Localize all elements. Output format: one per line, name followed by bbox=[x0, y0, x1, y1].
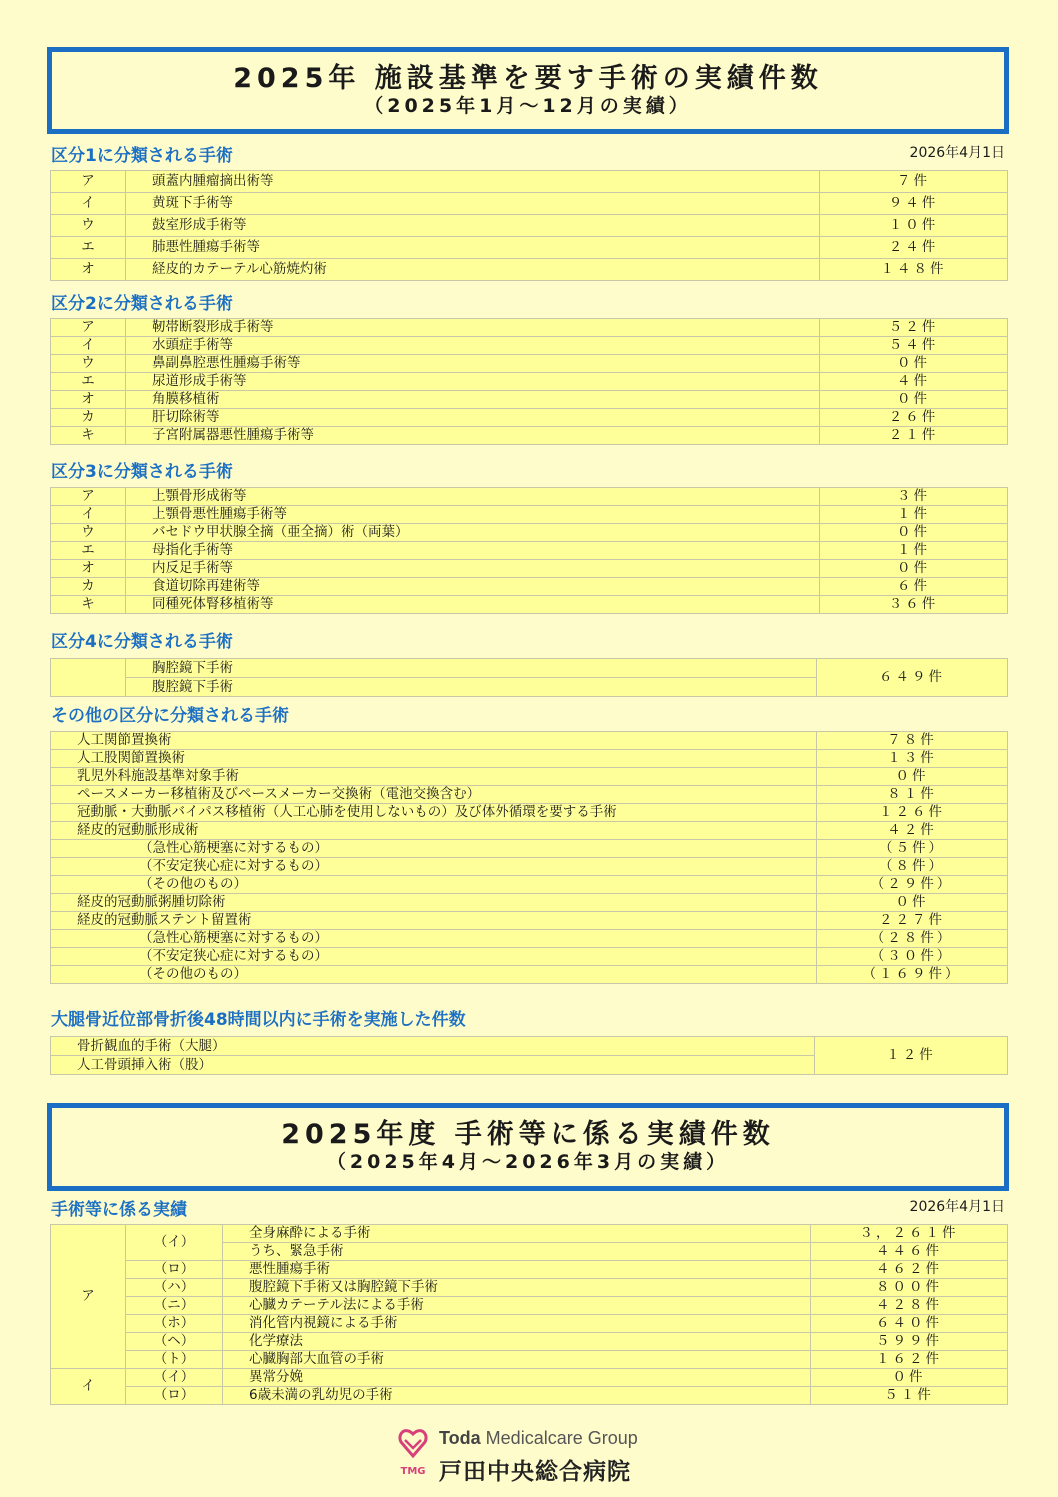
row-name: 上顎骨形成術等 bbox=[126, 488, 820, 506]
row-name: 頭蓋内腫瘤摘出術等 bbox=[126, 171, 820, 193]
table-row bbox=[51, 215, 1008, 237]
row-count: １件 bbox=[820, 542, 1008, 560]
row-name: 経皮的カテーテル心筋焼灼術 bbox=[126, 259, 820, 281]
table-row bbox=[51, 786, 1008, 804]
row-name: 消化管内視鏡による手術 bbox=[223, 1315, 811, 1333]
table-row bbox=[51, 373, 1008, 391]
row-name: （不安定狭心症に対するもの） bbox=[51, 948, 817, 966]
row-name: 人工骨頭挿入術（股） bbox=[51, 1056, 815, 1075]
page-subtitle-2: （2025年4月～2026年3月の実績） bbox=[326, 1151, 730, 1173]
row-name: 鼓室形成手術等 bbox=[126, 215, 820, 237]
row-count: ８１件 bbox=[817, 786, 1008, 804]
row-count: ４件 bbox=[820, 373, 1008, 391]
row-name: 肺悪性腫瘍手術等 bbox=[126, 237, 820, 259]
row-count: １６２件 bbox=[811, 1351, 1008, 1369]
table-row bbox=[51, 804, 1008, 822]
row-key: キ bbox=[51, 596, 126, 614]
table-row bbox=[51, 1037, 1008, 1056]
row-name: 経皮的冠動脈粥腫切除術 bbox=[51, 894, 817, 912]
row-name: 鼻副鼻腔悪性腫瘍手術等 bbox=[126, 355, 820, 373]
row-name: 化学療法 bbox=[223, 1333, 811, 1351]
table-section-2 bbox=[50, 318, 1008, 445]
table-row bbox=[51, 948, 1008, 966]
table-section-5 bbox=[50, 731, 1008, 984]
row-name: 同種死体腎移植術等 bbox=[126, 596, 820, 614]
date-label-1: 2026年4月1日 bbox=[909, 145, 1005, 161]
table-row bbox=[51, 768, 1008, 786]
table-row bbox=[51, 578, 1008, 596]
row-key: カ bbox=[51, 409, 126, 427]
row-name: （不安定狭心症に対するもの） bbox=[51, 858, 817, 876]
table-row bbox=[51, 560, 1008, 578]
row-name: 人工股関節置換術 bbox=[51, 750, 817, 768]
row-name: 胸腔鏡下手術 bbox=[126, 659, 817, 678]
hospital-name: 戸田中央総合病院 bbox=[439, 1459, 631, 1485]
row-count: ７８件 bbox=[817, 732, 1008, 750]
row-name: （急性心筋梗塞に対するもの） bbox=[51, 840, 817, 858]
row-name: ペースメーカー移植術及びペースメーカー交換術（電池交換含む） bbox=[51, 786, 817, 804]
table-section-7 bbox=[50, 1224, 1008, 1405]
row-sub: （ト） bbox=[126, 1351, 223, 1369]
page-title: 2025年 施設基準を要す手術の実績件数 bbox=[233, 63, 823, 94]
group-name bbox=[439, 1428, 638, 1449]
row-count: （８件） bbox=[817, 858, 1008, 876]
row-count: ５４件 bbox=[820, 337, 1008, 355]
table-row bbox=[51, 409, 1008, 427]
row-name: 尿道形成手術等 bbox=[126, 373, 820, 391]
row-name: 心臓カテーテル法による手術 bbox=[223, 1297, 811, 1315]
row-count: １２６件 bbox=[817, 804, 1008, 822]
row-sub: （ロ） bbox=[126, 1387, 223, 1405]
section-heading-5: その他の区分に分類される手術 bbox=[51, 706, 289, 726]
row-name: 異常分娩 bbox=[223, 1369, 811, 1387]
row-count: ０件 bbox=[817, 894, 1008, 912]
row-key: ウ bbox=[51, 355, 126, 373]
logo-text: TMG bbox=[400, 1466, 426, 1477]
row-count: ８００件 bbox=[811, 1279, 1008, 1297]
row-key: エ bbox=[51, 373, 126, 391]
row-key: ア bbox=[51, 171, 126, 193]
table-row bbox=[51, 894, 1008, 912]
row-key: イ bbox=[51, 337, 126, 355]
row-count: ５２件 bbox=[820, 319, 1008, 337]
row-count: ０件 bbox=[820, 355, 1008, 373]
row-count: ２４件 bbox=[820, 237, 1008, 259]
table-row bbox=[51, 1279, 1008, 1297]
row-name: 乳児外科施設基準対象手術 bbox=[51, 768, 817, 786]
page-title-2: 2025年度 手術等に係る実績件数 bbox=[281, 1119, 775, 1150]
table-row bbox=[51, 912, 1008, 930]
row-count: ０件 bbox=[811, 1369, 1008, 1387]
table-row bbox=[51, 858, 1008, 876]
row-name: 靭帯断裂形成手術等 bbox=[126, 319, 820, 337]
row-name: 悪性腫瘍手術 bbox=[223, 1261, 811, 1279]
row-name: 経皮的冠動脈ステント留置術 bbox=[51, 912, 817, 930]
table-section-4 bbox=[50, 658, 1008, 697]
row-sub: （ヘ） bbox=[126, 1333, 223, 1351]
row-count: ２６件 bbox=[820, 409, 1008, 427]
row-count: ５１件 bbox=[811, 1387, 1008, 1405]
table-section-6 bbox=[50, 1036, 1008, 1075]
date-label-2: 2026年4月1日 bbox=[909, 1199, 1005, 1215]
title-box-1 bbox=[47, 47, 1009, 134]
row-sub: （ニ） bbox=[126, 1297, 223, 1315]
table-row bbox=[51, 1351, 1008, 1369]
row-name: 腹腔鏡下手術 bbox=[126, 678, 817, 697]
row-name: 全身麻酔による手術 bbox=[223, 1225, 811, 1243]
table-row bbox=[51, 1315, 1008, 1333]
row-key: エ bbox=[51, 237, 126, 259]
table-row bbox=[51, 193, 1008, 215]
section-heading-6: 大腿骨近位部骨折後48時間以内に手術を実施した件数 bbox=[51, 1010, 466, 1030]
row-count: ２１件 bbox=[820, 427, 1008, 445]
row-name: 子宮附属器悪性腫瘍手術等 bbox=[126, 427, 820, 445]
row-name: 経皮的冠動脈形成術 bbox=[51, 822, 817, 840]
table-row bbox=[51, 259, 1008, 281]
row-count: ０件 bbox=[820, 524, 1008, 542]
table-row bbox=[51, 930, 1008, 948]
row-count: ５９９件 bbox=[811, 1333, 1008, 1351]
table-row bbox=[51, 355, 1008, 373]
table-row bbox=[51, 822, 1008, 840]
row-sub: （ロ） bbox=[126, 1261, 223, 1279]
row-count: １件 bbox=[820, 506, 1008, 524]
row-count: ０件 bbox=[820, 560, 1008, 578]
table-row bbox=[51, 337, 1008, 355]
section-heading-1: 区分1に分類される手術 bbox=[51, 146, 233, 166]
table-row bbox=[51, 391, 1008, 409]
row-key: ア bbox=[51, 488, 126, 506]
table-row bbox=[51, 659, 1008, 678]
row-key: エ bbox=[51, 542, 126, 560]
row-count: ０件 bbox=[820, 391, 1008, 409]
row-count: （３０件） bbox=[817, 948, 1008, 966]
table-row bbox=[51, 840, 1008, 858]
row-name: （その他のもの） bbox=[51, 966, 817, 984]
row-name: うち、緊急手術 bbox=[223, 1243, 811, 1261]
table-row bbox=[51, 876, 1008, 894]
row-name: 冠動脈・大動脈バイパス移植術（人工心肺を使用しないもの）及び体外循環を要する手術 bbox=[51, 804, 817, 822]
row-count: ３件 bbox=[820, 488, 1008, 506]
row-name: 6歳未満の乳幼児の手術 bbox=[223, 1387, 811, 1405]
row-count: １２件 bbox=[815, 1037, 1008, 1075]
table-row bbox=[51, 596, 1008, 614]
row-count: ４６２件 bbox=[811, 1261, 1008, 1279]
row-count: １３件 bbox=[817, 750, 1008, 768]
row-count: ６４０件 bbox=[811, 1315, 1008, 1333]
row-count: ２２７件 bbox=[817, 912, 1008, 930]
group-name-bold: Toda bbox=[439, 1428, 481, 1448]
group-key: イ bbox=[51, 1369, 126, 1405]
table-row bbox=[51, 319, 1008, 337]
row-key: イ bbox=[51, 506, 126, 524]
row-key: ウ bbox=[51, 215, 126, 237]
row-count: （２９件） bbox=[817, 876, 1008, 894]
table-row bbox=[51, 171, 1008, 193]
table-row bbox=[51, 427, 1008, 445]
row-name: 骨折観血的手術（大腿） bbox=[51, 1037, 815, 1056]
row-name: （急性心筋梗塞に対するもの） bbox=[51, 930, 817, 948]
row-name: バセドウ甲状腺全摘（亜全摘）術（両葉） bbox=[126, 524, 820, 542]
table-row bbox=[51, 732, 1008, 750]
table-row bbox=[51, 542, 1008, 560]
row-count: ４２８件 bbox=[811, 1297, 1008, 1315]
row-count: １０件 bbox=[820, 215, 1008, 237]
row-name: （その他のもの） bbox=[51, 876, 817, 894]
tmg-logo-icon bbox=[395, 1428, 431, 1482]
row-key: キ bbox=[51, 427, 126, 445]
row-key: オ bbox=[51, 259, 126, 281]
table-row bbox=[51, 966, 1008, 984]
group-name-rest: Medicalcare Group bbox=[480, 1428, 638, 1448]
row-name: 内反足手術等 bbox=[126, 560, 820, 578]
row-count: ４２件 bbox=[817, 822, 1008, 840]
footer-logo bbox=[395, 1428, 665, 1484]
table-row bbox=[51, 506, 1008, 524]
row-count: （１６９件） bbox=[817, 966, 1008, 984]
row-name: 肝切除術等 bbox=[126, 409, 820, 427]
row-name: 食道切除再建術等 bbox=[126, 578, 820, 596]
row-count: ６４９件 bbox=[817, 659, 1008, 697]
table-row bbox=[51, 1297, 1008, 1315]
row-key: ウ bbox=[51, 524, 126, 542]
row-count: ９４件 bbox=[820, 193, 1008, 215]
row-name: 水頭症手術等 bbox=[126, 337, 820, 355]
row-name: 角膜移植術 bbox=[126, 391, 820, 409]
table-row bbox=[51, 488, 1008, 506]
table-section-1 bbox=[50, 170, 1008, 281]
row-count: ３，２６１件 bbox=[811, 1225, 1008, 1243]
table-row bbox=[51, 1225, 1008, 1243]
row-count: １４８件 bbox=[820, 259, 1008, 281]
row-sub: （ハ） bbox=[126, 1279, 223, 1297]
row-key: オ bbox=[51, 391, 126, 409]
row-name: 心臓胸部大血管の手術 bbox=[223, 1351, 811, 1369]
row-key: カ bbox=[51, 578, 126, 596]
row-name: 母指化手術等 bbox=[126, 542, 820, 560]
table-row bbox=[51, 1261, 1008, 1279]
page-subtitle: （2025年1月～12月の実績） bbox=[364, 95, 692, 117]
row-key: ア bbox=[51, 319, 126, 337]
row-sub: （イ） bbox=[126, 1225, 223, 1261]
row-name: 腹腔鏡下手術又は胸腔鏡下手術 bbox=[223, 1279, 811, 1297]
section-heading-7: 手術等に係る実績 bbox=[51, 1200, 187, 1220]
table-row bbox=[51, 750, 1008, 768]
row-key: イ bbox=[51, 193, 126, 215]
row-count: ７件 bbox=[820, 171, 1008, 193]
row-count: （２８件） bbox=[817, 930, 1008, 948]
table-row bbox=[51, 1387, 1008, 1405]
row-name: 黄斑下手術等 bbox=[126, 193, 820, 215]
row-count: ４４６件 bbox=[811, 1243, 1008, 1261]
section-heading-4: 区分4に分類される手術 bbox=[51, 632, 233, 652]
row-sub: （イ） bbox=[126, 1369, 223, 1387]
row-count: （５件） bbox=[817, 840, 1008, 858]
table-row bbox=[51, 1333, 1008, 1351]
row-sub: （ホ） bbox=[126, 1315, 223, 1333]
row-name: 人工関節置換術 bbox=[51, 732, 817, 750]
row-key: オ bbox=[51, 560, 126, 578]
title-box-2 bbox=[47, 1103, 1009, 1191]
table-section-3 bbox=[50, 487, 1008, 614]
row-count: ６件 bbox=[820, 578, 1008, 596]
section-heading-2: 区分2に分類される手術 bbox=[51, 294, 233, 314]
table-row bbox=[51, 524, 1008, 542]
table-row bbox=[51, 1369, 1008, 1387]
row-count: ０件 bbox=[817, 768, 1008, 786]
table-row bbox=[51, 237, 1008, 259]
group-key: ア bbox=[51, 1225, 126, 1369]
section-heading-3: 区分3に分類される手術 bbox=[51, 462, 233, 482]
row-name: 上顎骨悪性腫瘍手術等 bbox=[126, 506, 820, 524]
row-count: ３６件 bbox=[820, 596, 1008, 614]
